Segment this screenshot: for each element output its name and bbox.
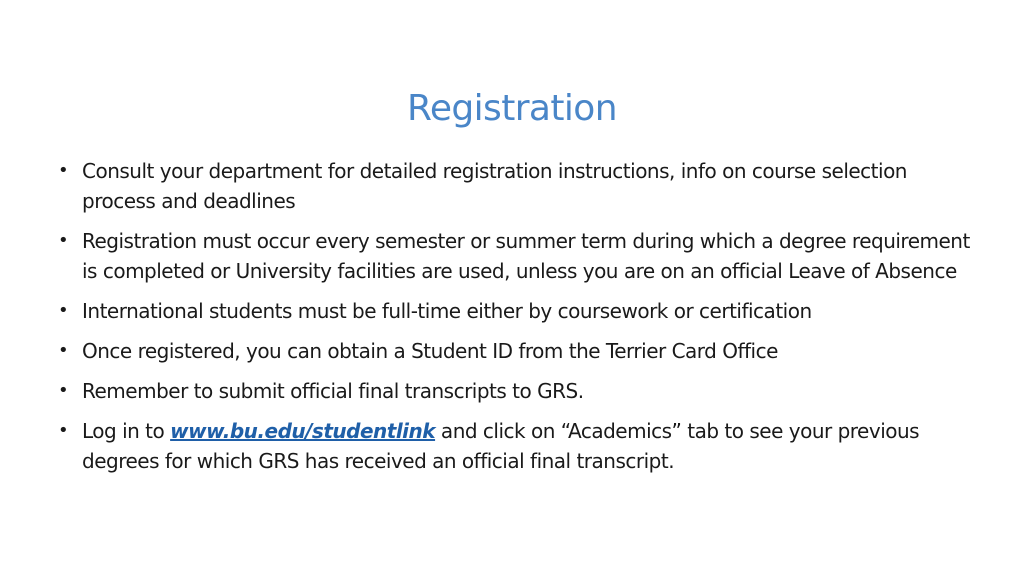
bullet-text-before-link: Log in to — [82, 419, 171, 443]
bullet-text: Registration must occur every semester or summer term during which a degree requirement is completed or University facilities are used, unless you are on an official Leave of Absence — [82, 229, 970, 283]
slide-title: Registration — [407, 88, 617, 130]
bullet-item — [56, 416, 986, 476]
bullet-item — [56, 376, 986, 406]
bullet-text: International students must be full-time either by coursework or certification — [82, 299, 812, 323]
bullet-item — [56, 296, 986, 326]
bullet-item — [56, 336, 986, 366]
bullet-text: Remember to submit official final transcripts to GRS. — [82, 379, 584, 403]
bullet-text-after-link: and click on “Academics” tab to see your previous degrees for which GRS has received an official final transcript. — [82, 419, 920, 473]
bullet-text: Consult your department for detailed registration instructions, info on course selection process and deadlines — [82, 159, 907, 213]
bullet-icon: • — [58, 340, 69, 361]
bullet-icon: • — [58, 420, 69, 441]
bullet-item — [56, 226, 986, 286]
bullet-text: Once registered, you can obtain a Student ID from the Terrier Card Office — [82, 339, 778, 363]
bullet-icon: • — [58, 380, 69, 401]
bullet-icon: • — [58, 230, 69, 251]
bullet-icon: • — [58, 300, 69, 321]
bullet-item — [56, 156, 986, 216]
bullet-list — [56, 156, 986, 486]
studentlink-link[interactable]: www.bu.edu/studentlink — [170, 419, 436, 443]
bullet-icon: • — [58, 160, 69, 181]
